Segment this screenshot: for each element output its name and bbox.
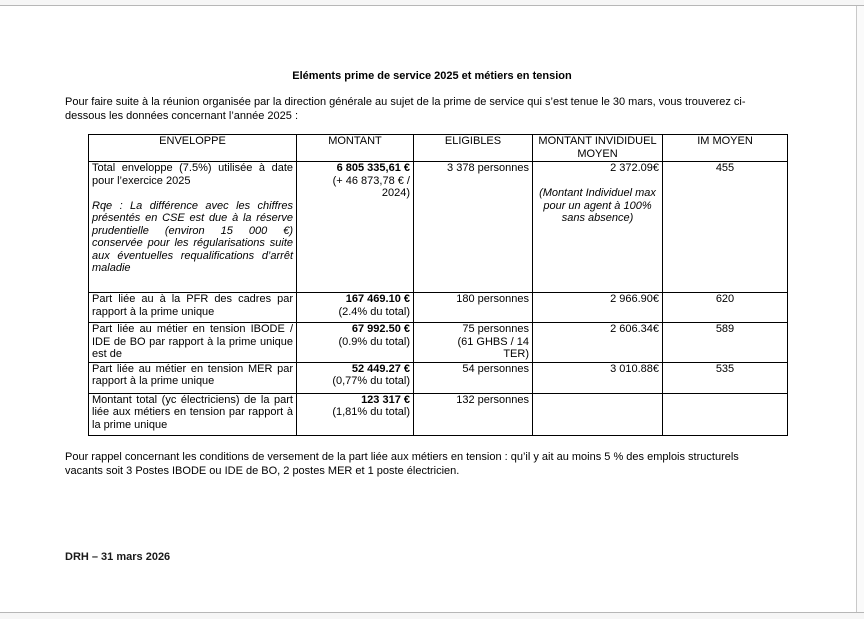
cell-eligibles <box>414 162 533 293</box>
montant-note-line: (+ 46 873,78 € / <box>332 174 410 187</box>
window-bottom-edge <box>0 612 864 619</box>
header-montant: MONTANT <box>297 135 414 162</box>
table-row <box>89 393 788 435</box>
eligibles-line: 132 personnes <box>456 393 529 406</box>
cell-enveloppe: Part liée au à la PFR des cadres par rapport à la prime unique <box>89 293 297 323</box>
cell-montant-individuel-moyen: 2 966.90€ <box>533 293 663 323</box>
enveloppe-note: Rqe : La différence avec les chiffres présentés en CSE est due à la réserve prudentielle (environ 15 000 €) conservée pour les régularisations suite aux éventuelles requalifications d’arrêt maladie <box>92 199 293 274</box>
table-header-row <box>89 135 788 162</box>
cell-eligibles <box>414 293 533 323</box>
document-footer: DRH – 31 mars 2026 <box>65 551 171 563</box>
header-enveloppe: ENVELOPPE <box>89 135 297 162</box>
cell-montant <box>297 393 414 435</box>
table-row <box>89 362 788 393</box>
cell-montant <box>297 323 414 363</box>
header-eligibles: ELIGIBLES <box>414 135 533 162</box>
cell-enveloppe: Part liée au métier en tension MER par rapport à la prime unique <box>89 362 297 393</box>
enveloppe-text: Total enveloppe (7.5%) utilisée à date pour l’exercice 2025 <box>92 162 293 187</box>
montant-value: 6 805 335,61 € <box>336 162 410 174</box>
table-row <box>89 293 788 323</box>
window-top-edge <box>0 0 864 6</box>
outro-paragraph <box>65 450 806 478</box>
montant-value: 123 317 € <box>361 393 410 406</box>
right-gutter <box>856 6 864 612</box>
eligibles-line: (61 GHBS / 14 <box>457 335 529 348</box>
data-table <box>88 134 788 436</box>
table-row <box>89 162 788 293</box>
mim-note-line: pour un agent à 100% <box>543 199 652 212</box>
header-im-moyen: IM MOYEN <box>663 135 788 162</box>
cell-montant-individuel-moyen: 2 606.34€ <box>533 323 663 363</box>
cell-montant <box>297 362 414 393</box>
cell-im-moyen: 589 <box>663 323 788 363</box>
montant-value: 67 992.50 € <box>351 323 410 335</box>
spacer <box>92 187 293 200</box>
eligibles-line: 180 personnes <box>456 293 529 305</box>
mim-value: 2 372.09€ <box>610 162 659 174</box>
outro-line-1: Pour rappel concernant les conditions de versement de la part liée aux métiers en tension : qu’il y ait au moins 5 % des emplois structurels <box>65 451 739 463</box>
cell-eligibles <box>414 323 533 363</box>
outro-line-2: vacants soit 3 Postes IBODE ou IDE de BO, 2 postes MER et 1 poste électricien. <box>65 465 460 477</box>
montant-value: 167 469.10 € <box>345 293 410 305</box>
cell-im-moyen: 455 <box>663 162 788 293</box>
cell-eligibles <box>414 393 533 435</box>
cell-montant-individuel-moyen: 3 010.88€ <box>533 362 663 393</box>
intro-line-2: dessous les données concernant l’année 2025 : <box>65 110 299 122</box>
page-title: Eléments prime de service 2025 et métiers en tension <box>292 70 572 82</box>
eligibles-line: TER) <box>503 348 529 360</box>
cell-montant <box>297 162 414 293</box>
cell-montant-individuel-moyen <box>533 393 663 435</box>
cell-im-moyen: 620 <box>663 293 788 323</box>
eligibles-line: 75 personnes <box>462 323 529 335</box>
cell-enveloppe <box>89 162 297 293</box>
montant-note-line: (0,77% du total) <box>332 375 410 387</box>
table-row <box>89 323 788 363</box>
montant-note-line: (1,81% du total) <box>332 406 410 418</box>
cell-montant-individuel-moyen <box>533 162 663 293</box>
cell-im-moyen: 535 <box>663 362 788 393</box>
intro-paragraph <box>65 95 806 123</box>
spacer <box>536 175 659 188</box>
montant-value: 52 449.27 € <box>351 362 410 375</box>
intro-line-1: Pour faire suite à la réunion organisée par la direction générale au sujet de la prime de service qui s’est tenue le 30 mars, vous trouverez ci- <box>65 96 746 108</box>
cell-enveloppe: Montant total (yc électriciens) de la part liée aux métiers en tension par rapport à la prime unique <box>89 393 297 435</box>
montant-note-line: (0.9% du total) <box>338 335 410 348</box>
montant-note-line: 2024) <box>381 187 410 199</box>
montant-note-line: (2.4% du total) <box>338 305 410 318</box>
mim-note-line: (Montant Individuel max <box>539 187 656 199</box>
cell-eligibles <box>414 362 533 393</box>
header-montant-individuel-moyen: MONTANT INVIDIDUEL MOYEN <box>533 135 663 162</box>
eligibles-line: 54 personnes <box>462 362 529 375</box>
cell-montant <box>297 293 414 323</box>
eligibles-line: 3 378 personnes <box>447 162 529 174</box>
cell-enveloppe: Part liée au métier en tension IBODE / IDE de BO par rapport à la prime unique est de <box>89 323 297 363</box>
cell-im-moyen <box>663 393 788 435</box>
mim-note-line: sans absence) <box>561 212 634 224</box>
